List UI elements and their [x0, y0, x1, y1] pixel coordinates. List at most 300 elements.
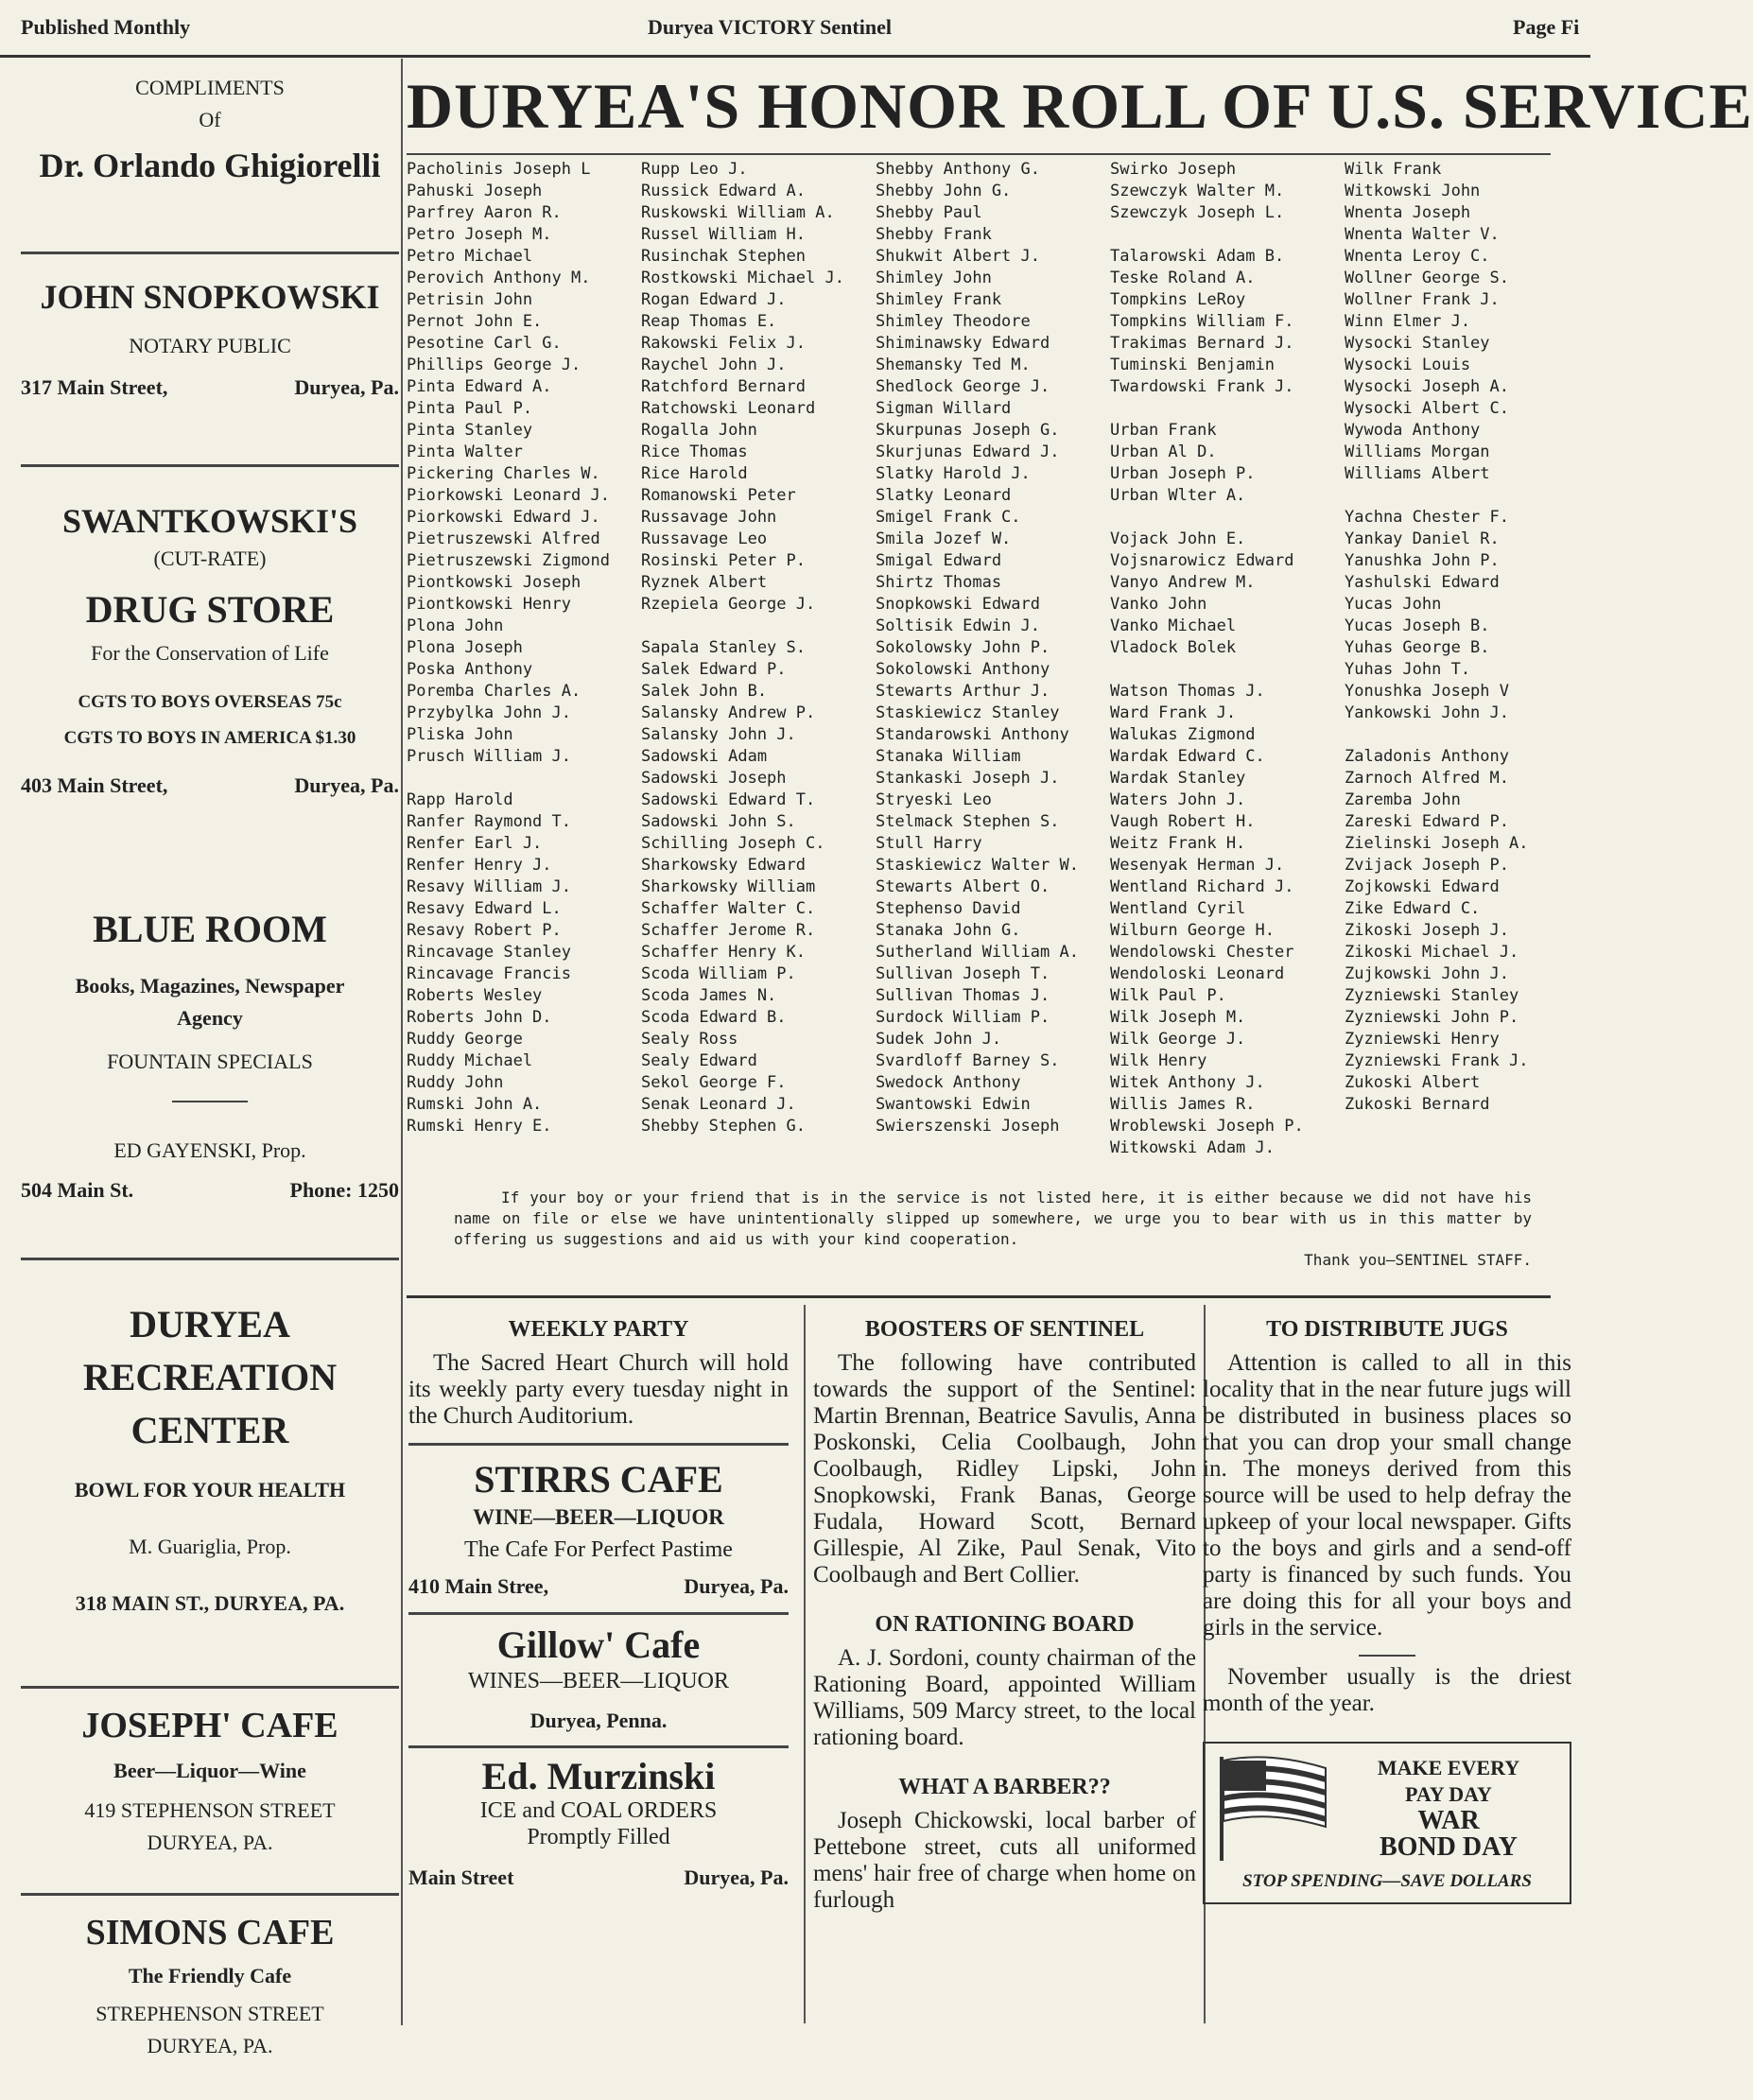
- honor-roll-name: Szewczyk Walter M.: [1110, 182, 1285, 200]
- drug-title: SWANTKOWSKI'S: [61, 502, 358, 540]
- honor-roll-name: Zyzniewski John P.: [1345, 1008, 1519, 1027]
- honor-roll-name: Rupp Leo J.: [641, 160, 748, 179]
- honor-roll-name: Shirtz Thomas: [876, 573, 1002, 592]
- honor-roll-name: Witkowski John: [1345, 182, 1481, 200]
- honor-roll-name: Sadowski Joseph: [641, 769, 787, 788]
- honor-roll-name: Tompkins LeRoy: [1110, 290, 1246, 309]
- honor-roll-name: Sharkowsky William: [641, 877, 816, 896]
- honor-roll-name: Sutherland William A.: [876, 943, 1079, 962]
- honor-roll-name: Sealy Edward: [641, 1051, 757, 1070]
- divider: [21, 1258, 399, 1260]
- honor-roll-name: Wnenta Leroy C.: [1345, 247, 1490, 266]
- honor-roll-name: Renfer Henry J.: [407, 856, 552, 875]
- honor-roll-name: Rakowski Felix J.: [641, 334, 806, 353]
- section-divider: [407, 1295, 1551, 1298]
- honor-roll-name: Shimley John: [876, 269, 992, 287]
- honor-roll-name: Renfer Earl J.: [407, 834, 543, 853]
- honor-roll-name: Ruddy John: [407, 1073, 504, 1092]
- honor-roll-gap: [1110, 659, 1345, 681]
- honor-roll-name: Yuhas John T.: [1345, 660, 1471, 679]
- barber-heading: WHAT A BARBER??: [898, 1775, 1111, 1799]
- honor-roll-name: Stanaka William: [876, 747, 1021, 766]
- honor-roll-name: Pernot John E.: [407, 312, 543, 331]
- honor-roll-name: Szewczyk Joseph L.: [1110, 203, 1285, 222]
- honor-roll-name: Zyzniewski Frank J.: [1345, 1051, 1529, 1070]
- honor-roll-name: Yachna Chester F.: [1345, 508, 1509, 527]
- honor-roll-name: Smigel Frank C.: [876, 508, 1021, 527]
- honor-roll-name: Zyzniewski Stanley: [1345, 986, 1519, 1005]
- jos-title: JOSEPH' CAFE: [81, 1706, 338, 1745]
- honor-roll-name: Ryznek Albert: [641, 573, 768, 592]
- honor-roll-name: Wentland Richard J.: [1110, 877, 1294, 896]
- ad-murzinski: [408, 1755, 789, 1894]
- honor-roll-name: Rice Thomas: [641, 443, 748, 461]
- honor-roll-name: Standarowski Anthony: [876, 725, 1069, 744]
- honor-roll-name: Ratchford Bernard: [641, 377, 806, 396]
- honor-roll-name: Wywoda Anthony: [1345, 421, 1481, 440]
- honor-roll-name: Rusinchak Stephen: [641, 247, 806, 266]
- honor-roll-name: Pietruszewski Alfred: [407, 529, 600, 548]
- drug-cut: (CUT-RATE): [153, 547, 267, 570]
- honor-roll-name: Surdock William P.: [876, 1008, 1050, 1027]
- party-heading: WEEKLY PARTY: [508, 1317, 689, 1342]
- honor-roll-name: Scoda Edward B.: [641, 1008, 787, 1027]
- honor-col-4: [1110, 159, 1345, 1159]
- stirrs-line1: WINE—BEER—LIQUOR: [473, 1505, 724, 1529]
- jugs-text: Attention is called to all in this locality that in the near future jugs will be distributed in business places so that you can drop your small change in. The moneys derived from this source will be used to help defray the upkeep of your local newspaper. Gifts to the boys and girls and a send-off party is financed by such funds. You are doing this for all your boys and girls in the service.: [1203, 1350, 1571, 1640]
- snop-title: JOHN SNOPKOWSKI: [40, 278, 380, 316]
- honor-roll-name: Zukoski Albert: [1345, 1073, 1481, 1092]
- honor-roll-name: Urban Al D.: [1110, 443, 1217, 461]
- honor-roll-name: Sadowski Adam: [641, 747, 768, 766]
- honor-roll-name: Swierszenski Joseph: [876, 1117, 1060, 1136]
- honor-roll-gap: [407, 768, 641, 790]
- november-text: November usually is the driest month of the year.: [1203, 1664, 1571, 1716]
- honor-roll-name: Slatky Harold J.: [876, 464, 1031, 483]
- rationing-text: A. J. Sordoni, county chairman of the Rationing Board, appointed William Williams, 509 Marcy street, to the local rationing board.: [813, 1645, 1196, 1750]
- honor-roll-name: Pliska John: [407, 725, 513, 744]
- rec-title1: DURYEA: [130, 1303, 290, 1345]
- honor-roll-name: Przybylka John J.: [407, 703, 571, 722]
- honor-roll-gap: [1345, 724, 1534, 746]
- honor-roll-name: Yucas John: [1345, 595, 1442, 614]
- stirrs-town: Duryea, Pa.: [684, 1574, 789, 1598]
- honor-roll-name: Piorkowski Edward J.: [407, 508, 600, 527]
- honor-roll-name: Ruddy Michael: [407, 1051, 533, 1070]
- stirrs-addr: 410 Main Stree,: [408, 1574, 549, 1598]
- header-center: Duryea VICTORY Sentinel: [648, 15, 892, 39]
- honor-roll-section: [407, 59, 1753, 1271]
- honor-roll-name: Wesenyak Herman J.: [1110, 856, 1285, 875]
- honor-col-2: [641, 159, 876, 1159]
- war-bond-ad: [1203, 1742, 1571, 1904]
- divider: [21, 464, 399, 467]
- honor-roll-name: Shebby Paul: [876, 203, 982, 222]
- honor-roll-name: Rincavage Francis: [407, 964, 571, 983]
- honor-roll-gap: [1110, 507, 1345, 529]
- honor-roll-name: Pesotine Carl G.: [407, 334, 562, 353]
- honor-roll-name: Vanko John: [1110, 595, 1207, 614]
- honor-roll-name: Soltisik Edwin J.: [876, 616, 1040, 635]
- honor-roll-name: Raychel John J.: [641, 356, 787, 374]
- honor-roll-name: Scoda William P.: [641, 964, 796, 983]
- honor-roll-name: Wilk George J.: [1110, 1030, 1246, 1049]
- jos-line2: 419 STEPHENSON STREET: [84, 1798, 336, 1822]
- snop-town: Duryea, Pa.: [294, 375, 399, 399]
- honor-roll-name: Russel William H.: [641, 225, 806, 244]
- rec-line1: BOWL FOR YOUR HEALTH: [74, 1478, 346, 1501]
- honor-roll-name: Rumski Henry E.: [407, 1117, 552, 1136]
- honor-roll-name: Sokolowski Anthony: [876, 660, 1050, 679]
- sim-title: SIMONS CAFE: [85, 1913, 335, 1952]
- honor-roll-name: Wardak Stanley: [1110, 769, 1246, 788]
- ad-blueroom: [21, 908, 399, 1258]
- honor-roll-name: Wysocki Joseph A.: [1345, 377, 1509, 396]
- honor-roll-name: Petro Michael: [407, 247, 533, 266]
- honor-roll-name: Rumski John A.: [407, 1095, 543, 1114]
- honor-roll-name: Piontkowski Joseph: [407, 573, 581, 592]
- honor-roll-name: Zarnoch Alfred M.: [1345, 769, 1509, 788]
- honor-roll-name: Wysocki Louis: [1345, 356, 1471, 374]
- honor-roll-name: Wendolowski Chester: [1110, 943, 1294, 962]
- honor-roll-name: Yankowski John J.: [1345, 703, 1509, 722]
- ad-simons-cafe: [21, 1911, 399, 2100]
- honor-roll-name: Ranfer Raymond T.: [407, 812, 571, 831]
- honor-roll-name: Pahuski Joseph: [407, 182, 543, 200]
- honor-roll-name: Pinta Stanley: [407, 421, 533, 440]
- honor-roll-name: Plona Joseph: [407, 638, 523, 657]
- honor-roll-name: Yashulski Edward: [1345, 573, 1500, 592]
- honor-roll-name: Ruskowski William A.: [641, 203, 835, 222]
- honor-roll-name: Salansky John J.: [641, 725, 796, 744]
- drug-america: CGTS TO BOYS IN AMERICA $1.30: [63, 728, 356, 748]
- ad-gillow: [408, 1623, 789, 1734]
- honor-roll-name: Skurjunas Edward J.: [876, 443, 1060, 461]
- honor-roll-name: Salek Edward P.: [641, 660, 787, 679]
- honor-roll-name: Shiminawsky Edward: [876, 334, 1050, 353]
- honor-roll-name: Urban Frank: [1110, 421, 1217, 440]
- murz-line1: ICE and COAL ORDERS: [479, 1798, 718, 1823]
- honor-roll-name: Zvijack Joseph P.: [1345, 856, 1509, 875]
- honor-roll-name: Phillips George J.: [407, 356, 581, 374]
- honor-roll-name: Wentland Cyril: [1110, 899, 1246, 918]
- honor-roll-name: Shebby Stephen G.: [641, 1117, 806, 1136]
- honor-roll-name: Wnenta Joseph: [1345, 203, 1471, 222]
- honor-roll-name: Willis James R.: [1110, 1095, 1256, 1114]
- honor-roll-name: Yucas Joseph B.: [1345, 616, 1490, 635]
- blue-title: BLUE ROOM: [93, 908, 327, 950]
- honor-roll-name: Swirko Joseph: [1110, 160, 1237, 179]
- honor-roll-name: Stephenso David: [876, 899, 1021, 918]
- header-left: Published Monthly: [21, 15, 191, 39]
- honor-col-5: [1345, 159, 1534, 1159]
- honor-roll-name: Wollner Frank J.: [1345, 290, 1500, 309]
- honor-roll-name: Vojsnarowicz Edward: [1110, 551, 1294, 570]
- blue-prop: ED GAYENSKI, Prop.: [113, 1138, 306, 1162]
- honor-roll-name: Urban Joseph P.: [1110, 464, 1256, 483]
- honor-roll-name: Roberts John D.: [407, 1008, 552, 1027]
- staff-note: [454, 1188, 1532, 1271]
- bond-line4: BOND DAY: [1380, 1832, 1518, 1862]
- sim-line2: STREPHENSON STREET: [95, 2002, 324, 2025]
- honor-roll-name: Romanowski Peter: [641, 486, 796, 505]
- honor-roll-name: Wysocki Albert C.: [1345, 399, 1509, 418]
- honor-roll-name: Reap Thomas E.: [641, 312, 777, 331]
- honor-roll-name: Sullivan Thomas J.: [876, 986, 1050, 1005]
- honor-roll-name: Wysocki Stanley: [1345, 334, 1490, 353]
- honor-roll-name: Prusch William J.: [407, 747, 571, 766]
- honor-roll-name: Zareski Edward P.: [1345, 812, 1509, 831]
- honor-roll-name: Yankay Daniel R.: [1345, 529, 1500, 548]
- honor-roll-name: Staskiewicz Walter W.: [876, 856, 1079, 875]
- honor-roll-name: Waters John J.: [1110, 790, 1246, 809]
- honor-col-3: [876, 159, 1110, 1159]
- honor-roll-name: Zukoski Bernard: [1345, 1095, 1490, 1114]
- honor-roll-name: Zielinski Joseph A.: [1345, 834, 1529, 853]
- header-right: Page Fi: [1513, 15, 1580, 39]
- short-rule: [1359, 1655, 1415, 1657]
- honor-roll-name: Poremba Charles A.: [407, 682, 581, 701]
- honor-roll-gap: [1110, 398, 1345, 420]
- honor-roll-name: Sealy Ross: [641, 1030, 738, 1049]
- honor-roll-columns: [407, 155, 1551, 1159]
- honor-roll-name: Pickering Charles W.: [407, 464, 600, 483]
- jugs-heading: TO DISTRIBUTE JUGS: [1266, 1317, 1508, 1342]
- blue-phone: Phone: 1250: [289, 1178, 399, 1202]
- honor-roll-name: Piontkowski Henry: [407, 595, 571, 614]
- honor-roll-name: Urban Wlter A.: [1110, 486, 1246, 505]
- drug-town: Duryea, Pa.: [294, 773, 399, 797]
- honor-roll-name: Swantowski Edwin: [876, 1095, 1031, 1114]
- honor-roll-name: Stewarts Arthur J.: [876, 682, 1050, 701]
- bond-line2: PAY DAY: [1405, 1782, 1492, 1806]
- blue-line1: Books, Magazines, Newspaper: [75, 974, 345, 998]
- jos-line3: DURYEA, PA.: [147, 1831, 273, 1854]
- honor-roll-name: Resavy Edward L.: [407, 899, 562, 918]
- honor-roll-name: Wendoloski Leonard: [1110, 964, 1285, 983]
- honor-roll-name: Witek Anthony J.: [1110, 1073, 1265, 1092]
- gillow-line1: WINES—BEER—LIQUOR: [468, 1669, 729, 1693]
- honor-roll-name: Teske Roland A.: [1110, 269, 1256, 287]
- rec-prop: M. Guariglia, Prop.: [129, 1535, 291, 1558]
- honor-roll-name: Schaffer Walter C.: [641, 899, 816, 918]
- jos-line1: Beer—Liquor—Wine: [113, 1759, 306, 1782]
- honor-roll-name: Smigal Edward: [876, 551, 1002, 570]
- divider: [408, 1443, 789, 1446]
- ad-sidebar: [21, 59, 399, 2057]
- ad-snopkowski: [21, 275, 399, 464]
- bond-line5: STOP SPENDING—SAVE DOLLARS: [1242, 1871, 1532, 1891]
- honor-roll-name: Svardloff Barney S.: [876, 1051, 1060, 1070]
- honor-roll-name: Pinta Paul P.: [407, 399, 533, 418]
- honor-roll-name: Sapala Stanley S.: [641, 638, 806, 657]
- short-rule: [172, 1101, 248, 1102]
- honor-roll-name: Weitz Frank H.: [1110, 834, 1246, 853]
- boosters-text: The following have contributed towards the support of the Sentinel: Martin Brennan, Beatrice Savulis, Anna Poskonski, Celia Coolbaugh, John Coolbaugh, Ridley Lipski, John Snopkowski, Frank Banas, George Fudala, Howard Scott, Bernard Gillespie, Al Zike, Paul Senak, Vito Coolbaugh and Bert Collier.: [813, 1350, 1196, 1588]
- honor-roll-name: Trakimas Bernard J.: [1110, 334, 1294, 353]
- honor-roll-name: Wilk Joseph M.: [1110, 1008, 1246, 1027]
- honor-roll-name: Wroblewski Joseph P.: [1110, 1117, 1304, 1136]
- honor-col-1: [407, 159, 641, 1159]
- honor-roll-name: Pietruszewski Zigmond: [407, 551, 610, 570]
- honor-roll-name: Russavage Leo: [641, 529, 768, 548]
- honor-roll-name: Stewarts Albert O.: [876, 877, 1050, 896]
- compliments-text: COMPLIMENTS: [135, 76, 285, 99]
- honor-roll-name: Shebby John G.: [876, 182, 1012, 200]
- honor-roll-name: Shimley Frank: [876, 290, 1002, 309]
- honor-roll-name: Williams Morgan: [1345, 443, 1490, 461]
- honor-roll-name: Salansky Andrew P.: [641, 703, 816, 722]
- stirrs-title: STIRRS CAFE: [474, 1458, 723, 1501]
- honor-roll-gap: [1110, 224, 1345, 246]
- honor-roll-name: Resavy William J.: [407, 877, 571, 896]
- honor-roll-name: Rostkowski Michael J.: [641, 269, 844, 287]
- honor-roll-name: Sekol George F.: [641, 1073, 787, 1092]
- rec-title3: CENTER: [130, 1409, 289, 1451]
- honor-roll-name: Shebby Frank: [876, 225, 992, 244]
- honor-roll-name: Winn Elmer J.: [1345, 312, 1471, 331]
- honor-roll-name: Wilk Paul P.: [1110, 986, 1226, 1005]
- murz-town: Duryea, Pa.: [684, 1866, 789, 1889]
- honor-roll-name: Petro Joseph M.: [407, 225, 552, 244]
- honor-roll-name: Shebby Anthony G.: [876, 160, 1040, 179]
- honor-roll-name: Vojack John E.: [1110, 529, 1246, 548]
- drug-store: DRUG STORE: [85, 588, 335, 631]
- ad-stirrs: [408, 1458, 789, 1603]
- party-text: The Sacred Heart Church will hold its weekly party every tuesday night in the Church Auditorium.: [408, 1350, 789, 1429]
- honor-roll-name: Yonushka Joseph V: [1345, 682, 1509, 701]
- honor-roll-name: Tuminski Benjamin: [1110, 356, 1275, 374]
- rec-title2: RECREATION: [82, 1356, 338, 1398]
- honor-roll-name: Wilburn George H.: [1110, 921, 1275, 940]
- divider: [21, 1893, 399, 1896]
- honor-roll-name: Perovich Anthony M.: [407, 269, 591, 287]
- honor-roll-name: Petrisin John: [407, 290, 533, 309]
- divider: [408, 1612, 789, 1615]
- rec-addr: 318 MAIN ST., DURYEA, PA.: [75, 1591, 345, 1615]
- honor-roll-name: Snopkowski Edward: [876, 595, 1040, 614]
- bond-line1: MAKE EVERY: [1377, 1756, 1520, 1779]
- honor-roll-name: Vladock Bolek: [1110, 638, 1237, 657]
- honor-roll-name: Wnenta Walter V.: [1345, 225, 1500, 244]
- honor-roll-name: Vanyo Andrew M.: [1110, 573, 1256, 592]
- honor-roll-name: Zujkowski John J.: [1345, 964, 1509, 983]
- barber-text: Joseph Chickowski, local barber of Pettebone street, cuts all uniformed mens' hair free of charge when home on furlough: [813, 1808, 1196, 1913]
- murz-line2: Promptly Filled: [527, 1825, 670, 1849]
- honor-roll-name: Stanaka John G.: [876, 921, 1021, 940]
- honor-roll-name: Stryeski Leo: [876, 790, 992, 809]
- doctor-name: Dr. Orlando Ghigiorelli: [39, 147, 381, 184]
- divider: [21, 1686, 399, 1689]
- honor-roll-name: Sadowski Edward T.: [641, 790, 816, 809]
- stirrs-line2: The Cafe For Perfect Pastime: [464, 1537, 733, 1562]
- honor-roll-name: Plona John: [407, 616, 504, 635]
- honor-roll-name: Rapp Harold: [407, 790, 513, 809]
- ad-doctor: [21, 72, 399, 252]
- honor-roll-name: Rincavage Stanley: [407, 943, 571, 962]
- snop-sub: NOTARY PUBLIC: [129, 334, 291, 357]
- honor-roll-name: Slatky Leonard: [876, 486, 1012, 505]
- note-thanks: Thank you—SENTINEL STAFF.: [1304, 1251, 1532, 1269]
- divider: [21, 252, 399, 254]
- gillow-title: Gillow' Cafe: [496, 1623, 701, 1666]
- column-rule: [401, 59, 403, 2025]
- honor-roll-name: Williams Albert: [1345, 464, 1490, 483]
- honor-roll-name: Sharkowsky Edward: [641, 856, 806, 875]
- snop-addr: 317 Main Street,: [21, 375, 168, 399]
- honor-roll-name: Shimley Theodore: [876, 312, 1031, 331]
- honor-roll-name: Rogalla John: [641, 421, 757, 440]
- sim-line1: The Friendly Cafe: [128, 1964, 292, 1987]
- bottom-col-2: [804, 1305, 1206, 2023]
- honor-roll-name: Staskiewicz Stanley: [876, 703, 1060, 722]
- honor-roll-name: Russick Edward A.: [641, 182, 806, 200]
- sim-line3: DURYEA, PA.: [147, 2034, 273, 2057]
- honor-roll-name: Zojkowski Edward: [1345, 877, 1500, 896]
- honor-roll-name: Russavage John: [641, 508, 777, 527]
- honor-roll-name: Wollner George S.: [1345, 269, 1509, 287]
- honor-roll-name: Sudek John J.: [876, 1030, 1002, 1049]
- note-text: If your boy or your friend that is in the service is not listed here, it is either because we did not have his name on file or else we have unintentionally slipped up somewhere, we urge you to bear with us in this matter by offering us suggestions and aid us with your kind cooperation.: [454, 1189, 1532, 1248]
- blue-addr: 504 Main St.: [21, 1178, 134, 1202]
- honor-roll-name: Resavy Robert P.: [407, 921, 562, 940]
- honor-roll-name: Stull Harry: [876, 834, 982, 853]
- honor-roll-name: Yuhas George B.: [1345, 638, 1490, 657]
- honor-roll-name: Rzepiela George J.: [641, 595, 816, 614]
- honor-roll-name: Wilk Henry: [1110, 1051, 1207, 1070]
- divider: [408, 1745, 789, 1748]
- honor-roll-name: Rice Harold: [641, 464, 748, 483]
- honor-roll-name: Walukas Zigmond: [1110, 725, 1256, 744]
- ad-drugstore: [21, 499, 399, 859]
- honor-roll-gap: [641, 616, 876, 637]
- honor-roll-name: Ward Frank J.: [1110, 703, 1237, 722]
- drug-overseas: CGTS TO BOYS OVERSEAS 75c: [78, 692, 342, 712]
- honor-roll-name: Tompkins William F.: [1110, 312, 1294, 331]
- honor-roll-name: Rosinski Peter P.: [641, 551, 806, 570]
- bottom-col-3: [1203, 1305, 1571, 1904]
- honor-roll-name: Pinta Edward A.: [407, 377, 552, 396]
- blue-line2: Agency: [177, 1006, 243, 1030]
- honor-roll-name: Pacholinis Joseph L: [407, 160, 591, 179]
- honor-roll-name: Twardowski Frank J.: [1110, 377, 1294, 396]
- honor-roll-name: Vanko Michael: [1110, 616, 1237, 635]
- honor-roll-name: Sokolowsky John P.: [876, 638, 1050, 657]
- page-header: [0, 0, 1590, 58]
- ad-recreation: [21, 1298, 399, 1686]
- honor-roll-name: Poska Anthony: [407, 660, 533, 679]
- honor-roll-gap: [1345, 485, 1534, 507]
- drug-tag: For the Conservation of Life: [91, 641, 329, 665]
- honor-roll-name: Pinta Walter: [407, 443, 523, 461]
- honor-roll-name: Schaffer Henry K.: [641, 943, 806, 962]
- honor-roll-name: Piorkowski Leonard J.: [407, 486, 610, 505]
- murz-title: Ed. Murzinski: [481, 1755, 716, 1797]
- bottom-col-1: [408, 1305, 789, 1894]
- honor-roll-name: Shukwit Albert J.: [876, 247, 1040, 266]
- honor-roll-name: Zike Edward C.: [1345, 899, 1481, 918]
- honor-roll-name: Smila Jozef W.: [876, 529, 1012, 548]
- honor-roll-name: Zaladonis Anthony: [1345, 747, 1509, 766]
- honor-roll-name: Wardak Edward C.: [1110, 747, 1265, 766]
- honor-roll-name: Ruddy George: [407, 1030, 523, 1049]
- honor-roll-name: Watson Thomas J.: [1110, 682, 1265, 701]
- honor-roll-name: Sadowski John S.: [641, 812, 796, 831]
- of-text: Of: [199, 108, 221, 131]
- honor-roll-name: Stelmack Stephen S.: [876, 812, 1060, 831]
- honor-roll-name: Witkowski Adam J.: [1110, 1138, 1275, 1157]
- honor-roll-name: Schilling Joseph C.: [641, 834, 825, 853]
